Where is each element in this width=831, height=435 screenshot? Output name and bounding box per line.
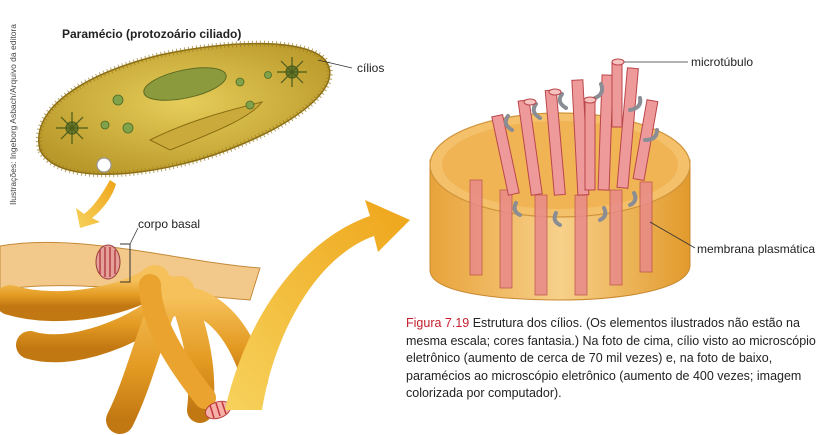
large-curved-arrow <box>225 200 410 410</box>
figure-caption <box>406 315 816 403</box>
figure-number: Figura 7.19 <box>406 316 470 330</box>
axoneme-cross-section <box>430 59 690 300</box>
microtubule-label: microtúbulo <box>691 55 754 69</box>
magnifier-circle <box>97 158 111 172</box>
caption-text: Estrutura dos cílios. (Os elementos ilustrados não estão na mesma escala; cores fantasia.) Na foto de cima, cílio visto ao microscópio eletrônico (aumento de cerca de 70 mil vezes) e, na foto de baixo, paramécios ao microscópio eletrônico (aumento de 400 vezes; imagem colorizada por computador). <box>406 316 816 400</box>
paramecium-title: Paramécio (protozoário ciliado) <box>62 27 242 41</box>
small-down-arrow <box>76 180 116 228</box>
cilia-label: cílios <box>357 61 385 75</box>
basal-body-label: corpo basal <box>138 217 201 231</box>
cilia-tubes <box>10 280 255 422</box>
paramecium-cell <box>39 44 330 175</box>
illustration-credit: Ilustrações: Ingeborg Asbach/Arquivo da editora <box>8 24 18 205</box>
plasma-membrane-label: membrana plasmática <box>697 242 816 256</box>
basal-body <box>96 245 120 279</box>
basal-body-leader-line <box>130 228 138 244</box>
